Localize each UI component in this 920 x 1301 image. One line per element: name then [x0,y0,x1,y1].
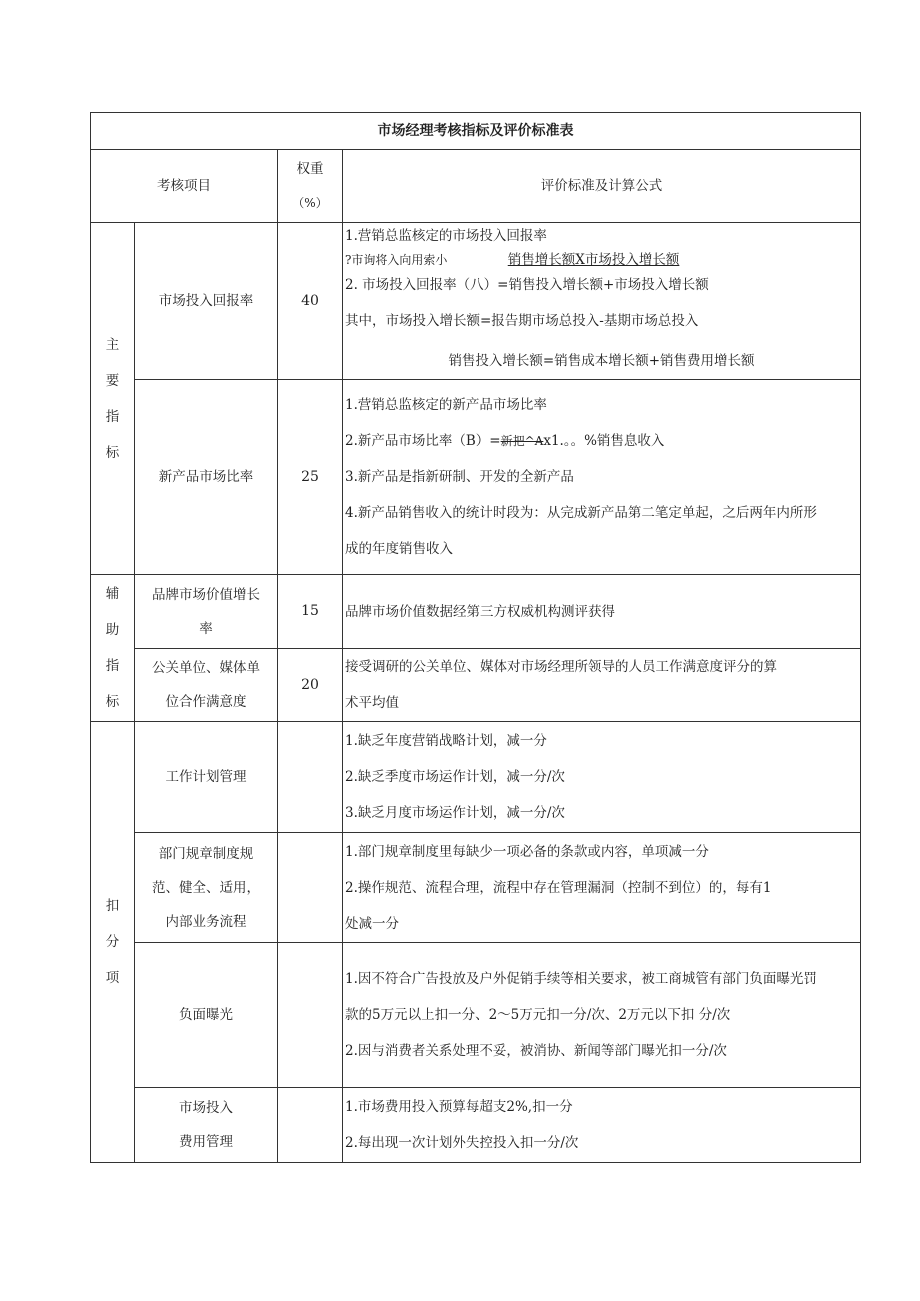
weight-market-cost [278,1088,343,1163]
table-row [91,380,861,575]
weight-pr-media-satisfaction: 20 [278,649,343,722]
table-title: 市场经理考核指标及评价标准表 [91,113,861,150]
weight-brand-value-growth: 15 [278,575,343,649]
standard-negative-exposure: 1.因不符合广告投放及户外促销手续等相关要求，被工商城管有部门负面曝光罚 款的5万元以上扣一分、2〜5万元扣一分/次、2万元以下扣 分/次 2.因与消费者关系处理不妥，被消协、新闻等部门曝光扣一分/次 [343,943,861,1088]
weight-market-roi: 40 [278,223,343,380]
item-rules-process: 部门规章制度规 范、健全、适用， 内部业务流程 [135,833,278,943]
header-row [91,150,861,223]
standard-rules-process: 1.部门规章制度里每缺少一项必备的条款或内容，单项减一分 2.操作规范、流程合理，流程中存在管理漏洞（控制不到位）的，每有1 处减一分 [343,833,861,943]
standard-brand-value-growth: 品牌市场价值数据经第三方权威机构测评获得 [343,575,861,649]
weight-negative-exposure [278,943,343,1088]
standard-market-roi: 1.营销总监核定的市场投入回报率 ?市询将入向用索小 销售增长额X市场投入增长额 2. 市场投入回报率（八）=销售投入增长额+市场投入增长额 其中，市场投入增长额=报告期市场总投入-基期市场总投入 销售投入增长额=销售成本增长额+销售费用增长额 [343,223,861,380]
standard-new-product-ratio: 1.营销总监核定的新产品市场比率 2.新产品市场比率（B）=新把^Ax1.。。%销售息收入 3.新产品是指新研制、开发的全新产品 4.新产品销售收入的统计时段为：从完成新产品第二笔定单起，之后两年内所形 成的年度销售收入 [343,380,861,575]
group-aux-label: 辅 助 指 标 [91,575,135,722]
weight-new-product-ratio: 25 [278,380,343,575]
evaluation-table [90,112,861,1163]
table-row [91,575,861,649]
standard-pr-media-satisfaction: 接受调研的公关单位、媒体对市场经理所领导的人员工作满意度评分的算 术平均值 [343,649,861,722]
item-brand-value-growth: 品牌市场价值增长 率 [135,575,278,649]
standard-market-cost: 1.市场费用投入预算每超支2%,扣一分 2.每出现一次计划外失控投入扣一分/次 [343,1088,861,1163]
item-market-cost: 市场投入 费用管理 [135,1088,278,1163]
table-row [91,649,861,722]
header-item: 考核项目 [91,150,278,223]
item-pr-media-satisfaction: 公关单位、媒体单 位合作满意度 [135,649,278,722]
table-row [91,833,861,943]
weight-rules-process [278,833,343,943]
item-negative-exposure: 负面曝光 [135,943,278,1088]
item-new-product-ratio: 新产品市场比率 [135,380,278,575]
table-row [91,1088,861,1163]
item-work-plan: 工作计划管理 [135,722,278,833]
standard-work-plan: 1.缺乏年度营销战略计划，减一分 2.缺乏季度市场运作计划，减一分/次 3.缺乏月度市场运作计划，减一分/次 [343,722,861,833]
item-market-roi: 市场投入回报率 [135,223,278,380]
header-weight: 权重 （%） [278,150,343,223]
group-deduct-label: 扣 分 项 [91,722,135,1163]
weight-work-plan [278,722,343,833]
table-row [91,943,861,1088]
header-standard: 评价标准及计算公式 [343,150,861,223]
table-row [91,722,861,833]
table-row [91,223,861,380]
group-main-label: 主 要 指 标 [91,223,135,575]
evaluation-document [90,112,860,1163]
